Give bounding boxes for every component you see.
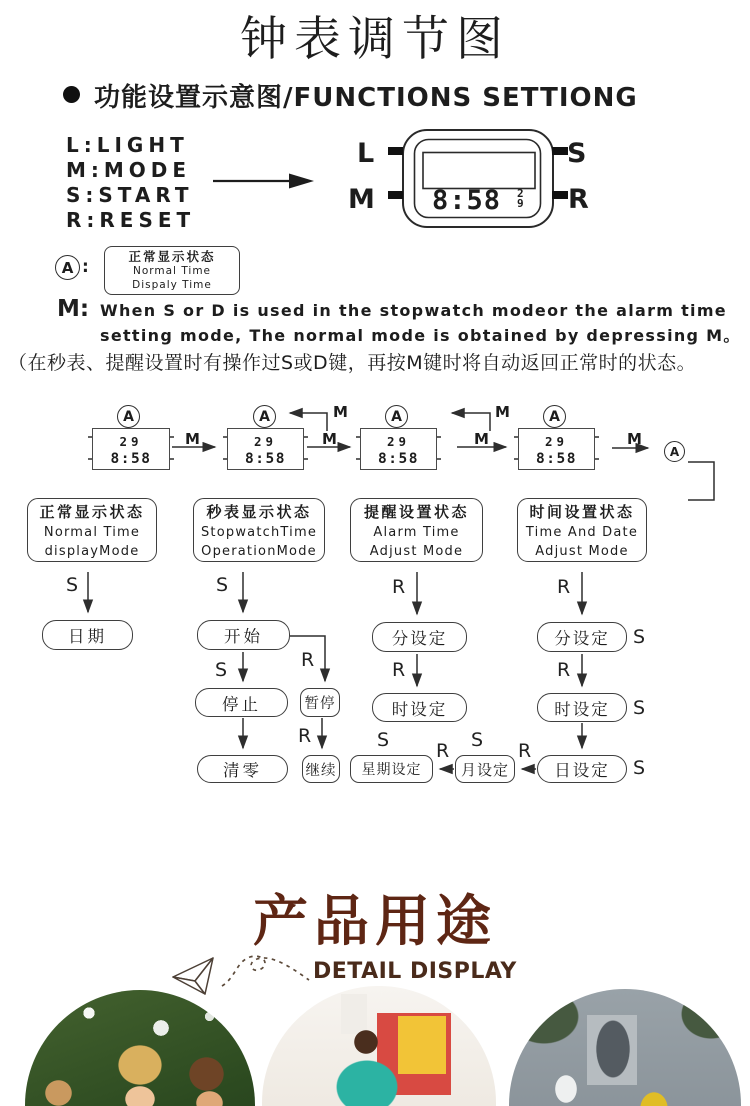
m-arrow-label-3: M [474,430,489,448]
legend-reset: R:RESET [66,208,196,232]
note-en2: Dispaly Time [132,278,212,291]
legend-light: L:LIGHT [66,133,189,157]
m-return-label-2: M [495,403,510,421]
normal-state-note [104,246,240,295]
node-hour-set-alarm: 时设定 [372,693,467,722]
node-start: 开始 [197,620,290,650]
mode-box-alarm: 提醒设置状态 Alarm Time Adjust Mode [350,498,483,562]
key-s: S [471,729,484,751]
key-s: S [633,757,646,779]
key-s: S [215,659,228,681]
products-subtitle: DETAIL DISPLAY [313,959,517,984]
photo-crowd [509,989,741,1106]
m-arrow-label-2: M [322,430,337,448]
mode-box-normal: 正常显示状态 Normal Time displayMode [27,498,157,562]
watch-seconds: 2 9 [517,187,524,210]
m-note-en2: setting mode, The normal mode is obtained by depressing M。 [100,326,741,345]
a-badge-3: A [385,405,408,428]
state-display-3: 29 8:58 [360,428,437,470]
key-r: R [392,659,406,681]
node-week-set: 星期设定 [350,755,433,783]
key-r: R [557,659,571,681]
key-s: S [633,697,646,719]
node-resume: 继续 [302,755,340,783]
node-date: 日期 [42,620,133,650]
m-note-en1: When S or D is used in the stopwatch modeor the alarm time [100,301,727,320]
node-clear: 清零 [197,755,288,783]
bullet-icon [63,86,80,103]
key-s: S [377,729,390,751]
a-key-colon: : [82,257,89,277]
photo-children-christmas [25,990,255,1106]
node-month-set: 月设定 [455,755,515,783]
m-return-label-1: M [333,403,348,421]
functions-heading: 功能设置示意图/FUNCTIONS SETTIONG [94,83,638,113]
node-minute-set-alarm: 分设定 [372,622,467,652]
key-r: R [392,576,406,598]
node-hour-set-time: 时设定 [537,693,627,722]
key-s: S [216,574,229,596]
watch-label-s: S [567,138,587,169]
state-display-1: 29 8:58 [92,428,170,470]
page-title: 钟表调节图 [240,12,510,67]
mode-box-time-set: 时间设置状态 Time And Date Adjust Mode [517,498,647,562]
key-s: S [633,626,646,648]
a-badge-2: A [253,405,276,428]
watch-label-m: M [348,184,375,215]
node-pause: 暂停 [300,688,340,717]
m-arrow-label-1: M [185,430,200,448]
a-badge-final: A [664,441,685,462]
watch-label-r: R [568,184,589,215]
key-s: S [66,574,79,596]
a-key-icon: A [55,255,80,280]
note-en1: Normal Time [132,265,212,277]
a-badge-1: A [117,405,140,428]
key-r: R [298,725,312,747]
mode-box-stopwatch: 秒表显示状态 StopwatchTime OperationMode [193,498,325,562]
watch-label-l: L [357,138,375,169]
photo-classroom [262,986,496,1106]
state-display-4: 29 8:58 [518,428,595,470]
node-stop: 停止 [195,688,288,717]
m-note-cn: （在秒表、提醒设置时有操作过S或D键，再按M键时将自动返回正常时的状态。 [8,352,697,374]
a-badge-4: A [543,405,566,428]
watch-time: 8:58 [432,185,502,216]
legend-mode: M:MODE [66,158,192,182]
key-r: R [557,576,571,598]
m-arrow-label-4: M [627,430,642,448]
legend-start: S:START [66,183,194,207]
products-title: 产品用途 [252,889,497,953]
key-r: R [301,649,315,671]
note-cn: 正常显示状态 [128,249,216,264]
key-r: R [518,740,532,762]
key-r: R [436,740,450,762]
node-minute-set-time: 分设定 [537,622,627,652]
node-day-set: 日设定 [537,755,627,783]
state-display-2: 29 8:58 [227,428,304,470]
m-note-key: M: [57,296,90,322]
